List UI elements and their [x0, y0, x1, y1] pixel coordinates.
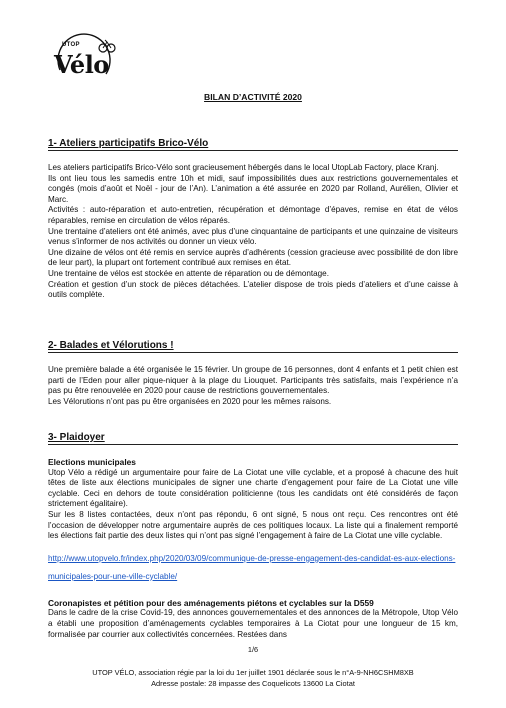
- paragraph: Les Vélorutions n’ont pas pu être organisées en 2020 pour les mêmes raisons.: [48, 396, 332, 406]
- logo-main-text: Vélo: [54, 50, 109, 79]
- section-heading: 3- Plaidoyer: [48, 432, 458, 445]
- paragraph: Sur les 8 listes contactées, deux n’ont pas répondu, 6 ont signé, 5 nous ont reçu. Ces rencontres ont été l’occasion de développer notre argumentaire auprès de ces politiques locaux. La liste qui a finalement remporté les élections fait partie des deux listes qui n’ont pas signé l’engagement à faire de La Ciotat une ville cyclable.: [48, 509, 458, 541]
- paragraph: Une dizaine de vélos ont été remis en service auprès d’adhérents (cession gracieuse avec possibilité de don libre de leur part), la plupart ont fortement contribué aux remises en état.: [48, 247, 458, 268]
- paragraph: Les ateliers participatifs Brico-Vélo sont gracieusement hébergés dans le local UtopLab Factory, place Kranj.: [48, 163, 439, 172]
- paragraph: Une trentaine d’ateliers ont été animés, avec plus d’une cinquantaine de participants et une quinzaine de visiteurs venus s’informer de nos activités ou donner un vieux vélo.: [48, 226, 458, 247]
- paragraph: Création et gestion d’un stock de pièces détachées. L’atelier dispose de trois pieds d’ateliers et d’une caisse à outils complète.: [48, 279, 458, 300]
- section-heading: 1- Ateliers participatifs Brico-Vélo: [48, 138, 458, 151]
- paragraph: Dans le cadre de la crise Covid-19, des annonces gouvernementales et des annonces de la Métropole, Utop Vélo a établi une proposition d’aménagements cyclables temporaires à La Ciotat pour une longueur de 15 km, formalisée par courrier aux collectivités concernées. Restées dans: [48, 608, 458, 639]
- section-ateliers: [48, 138, 458, 301]
- footer-line-1: UTOP VÉLO, association régie par la loi du 1er juillet 1901 déclarée sous le n°A-9-NH6CSHM8XB: [92, 668, 414, 677]
- paragraph: Une trentaine de vélos est stockée en attente de réparation ou de démontage.: [48, 268, 329, 278]
- footer-line-2: Adresse postale: 28 impasse des Coquelicots 13600 La Ciotat: [151, 679, 355, 688]
- paragraph: Une première balade a été organisée le 15 février. Un groupe de 16 personnes, dont 4 enfants et 1 petit chien est parti de l’Eden pour aller pique-niquer à la plage du Liouquet. Participants très satisfaits, mais l’expérience n’a pas pu être renouvelée en 2020 pour cause de restrictions gouvernementales.: [48, 365, 458, 396]
- subheading: Elections municipales: [48, 457, 136, 467]
- press-release-link[interactable]: http://www.utopvelo.fr/index.php/2020/03/09/communique-de-presse-engagement-des-candidat-es-aux-elections-municipales-pour-une-ville-cyclable/: [48, 553, 456, 581]
- logo: [50, 30, 116, 92]
- subheading: Coronapistes et pétition pour des aménagements piétons et cyclables sur la D559: [48, 597, 374, 608]
- page-title: BILAN D’ACTIVITÉ 2020: [204, 92, 302, 102]
- section-heading: 2- Balades et Vélorutions !: [48, 340, 458, 353]
- logo-small-text: UTOP: [62, 42, 80, 48]
- paragraph: Utop Vélo a rédigé un argumentaire pour faire de La Ciotat une ville cyclable, et a proposé à chacune des huit têtes de liste aux élections municipales de signer une charte d’engagement pour faire de La Ciotat une ville cyclable. Ceci en dehors de toute considération politicienne (tous les candidats ont été considérés de façon strictement égalitaire).: [48, 467, 458, 509]
- section-balades: [48, 340, 458, 407]
- paragraph: Ils ont lieu tous les samedis entre 10h et midi, sauf impossibilités dues aux restrictions gouvernementales et congés (mois d’août et Noël - jour de l’An). L’animation a été assurée en 2020 par Rolland, Aurélien, Olivier et Marc.: [48, 173, 458, 204]
- paragraph: Activités : auto-réparation et auto-entretien, récupération et démontage d’épaves, remise en état de vélos réparables, remise en circulation de vélos réparés.: [48, 205, 458, 225]
- section-plaidoyer: [48, 432, 458, 640]
- page-number: 1/6: [247, 645, 259, 654]
